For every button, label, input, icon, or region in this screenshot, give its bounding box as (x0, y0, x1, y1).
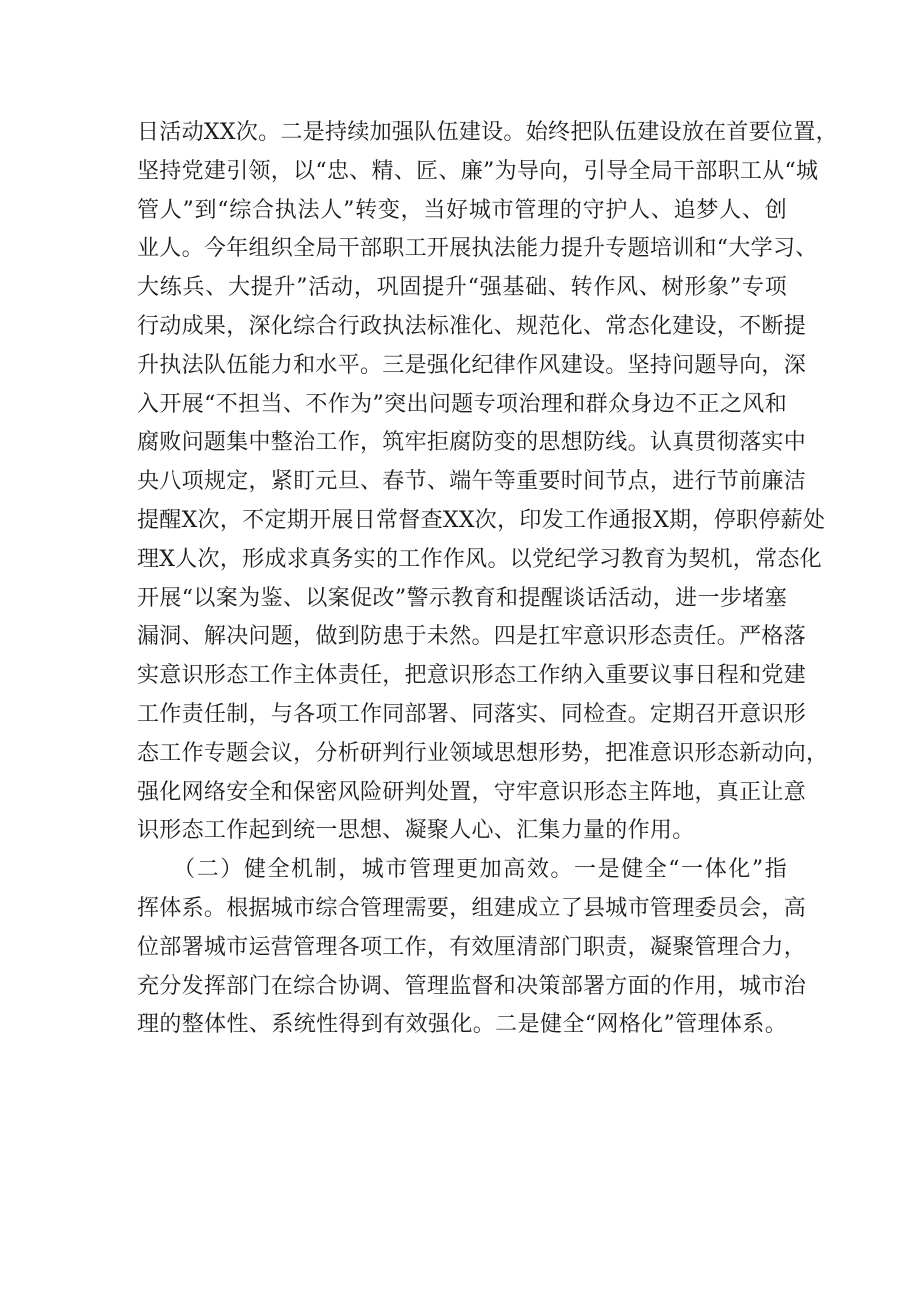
text-line: 实意识形态工作主体责任，把意识形态工作纳入重要议事日程和党建 (137, 663, 807, 689)
text-line: 坚持党建引领，以“忠、精、匠、廉”为导向，引导全局干部职工从“城 (137, 158, 819, 184)
text-line: 漏洞、解决问题，做到防患于未然。四是扛牢意识形态责任。严格落 (137, 624, 807, 650)
text-line: 升执法队伍能力和水平。三是强化纪律作风建设。坚持问题导向，深 (137, 352, 807, 378)
text-line: 大练兵、大提升”活动，巩固提升“强基础、转作风、树形象”专项 (137, 275, 787, 301)
text-line-paragraph-end: 识形态工作起到统一思想、凝聚人心、汇集力量的作用。 (137, 818, 695, 844)
text-line: 态工作专题会议，分析研判行业领域思想形势，把准意识形态新动向， (137, 740, 829, 766)
text-line: 行动成果，深化综合行政执法标准化、规范化、常态化建设，不断提 (137, 313, 807, 339)
text-line: 强化网络安全和保密风险研判处置，守牢意识形态主阵地，真正让意 (137, 779, 807, 805)
text-line: 工作责任制，与各项工作同部署、同落实、同检查。定期召开意识形 (137, 701, 807, 727)
text-line: 腐败问题集中整治工作，筑牢拒腐防变的思想防线。认真贯彻落实中 (137, 430, 807, 456)
text-line: 管人”到“综合执法人”转变，当好城市管理的守护人、追梦人、创 (137, 197, 787, 223)
text-line: 理的整体性、系统性得到有效强化。二是健全“网格化”管理体系。 (137, 1012, 787, 1038)
text-line: 理X人次，形成求真务实的工作作风。以党纪学习教育为契机，常态化 (137, 546, 822, 572)
text-line: 日活动XX次。二是持续加强队伍建设。始终把队伍建设放在首要位置， (137, 120, 838, 145)
text-line: 充分发挥部门在综合协调、管理监督和决策部署方面的作用，城市治 (137, 973, 807, 999)
text-line-section-heading: （二）健全机制，城市管理更加高效。一是健全“一体化”指 (137, 857, 787, 883)
text-line: 位部署城市运营管理各项工作，有效厘清部门职责，凝聚管理合力， (137, 934, 807, 960)
text-line: 业人。今年组织全局干部职工开展执法能力提升专题培训和“大学习、 (137, 236, 818, 262)
text-line: 开展“以案为鉴、以案促改”警示教育和提醒谈话活动，进一步堵塞 (137, 585, 787, 611)
body-text (137, 114, 838, 1045)
text-line: 央八项规定，紧盯元旦、春节、端午等重要时间节点，进行节前廉洁 (137, 469, 807, 495)
text-line: 入开展“不担当、不作为”突出问题专项治理和群众身边不正之风和 (137, 391, 787, 417)
text-line: 挥体系。根据城市综合管理需要，组建成立了县城市管理委员会，高 (137, 895, 807, 921)
text-line: 提醒X次，不定期开展日常督查XX次，印发工作通报X期，停职停薪处 (137, 507, 826, 533)
